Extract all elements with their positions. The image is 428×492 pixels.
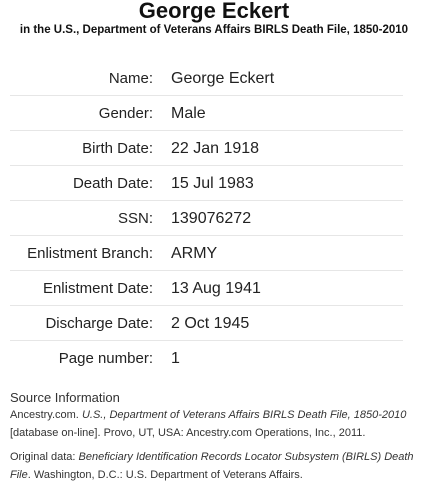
field-value: George Eckert — [171, 70, 275, 87]
field-label: Page number: — [58, 350, 153, 367]
original-title: Beneficiary Identification Records Locator Subsystem (BIRLS) Death File — [10, 451, 414, 481]
original-prefix: Original data: — [10, 451, 76, 463]
record-row-name — [10, 61, 403, 96]
record-table — [10, 61, 403, 376]
field-value: ARMY — [171, 245, 218, 262]
record-title: George Eckert — [138, 0, 290, 23]
source-information — [10, 390, 420, 484]
record-row-enlistment-date — [10, 271, 403, 306]
collection-subtitle[interactable]: in the U.S., Department of Veterans Affairs BIRLS Death File, 1850-2010 — [19, 24, 409, 36]
field-value: 1 — [171, 350, 180, 367]
source-heading: Source Information — [10, 390, 120, 405]
record-row-birth-date — [10, 131, 403, 166]
citation-title: U.S., Department of Veterans Affairs BIRLS Death File, 1850-2010 — [81, 409, 407, 421]
original-data — [10, 448, 420, 484]
source-citation — [10, 406, 420, 442]
field-label: Enlistment Branch: — [27, 245, 153, 262]
citation-suffix: [database on-line]. Provo, UT, USA: Ancestry.com Operations, Inc., 2011. — [10, 427, 366, 439]
field-value: Male — [171, 105, 206, 122]
field-label: Death Date: — [72, 175, 153, 192]
field-value: 13 Aug 1941 — [171, 280, 261, 297]
field-label: SSN: — [117, 210, 153, 227]
field-value: 139076272 — [171, 210, 252, 227]
field-label: Discharge Date: — [45, 315, 153, 332]
field-value: 15 Jul 1983 — [171, 175, 254, 192]
field-label: Name: — [108, 70, 153, 87]
record-row-ssn — [10, 201, 403, 236]
record-row-discharge-date — [10, 306, 403, 341]
original-suffix: . Washington, D.C.: U.S. Department of Veterans Affairs. — [27, 469, 303, 481]
citation-prefix: Ancestry.com. — [10, 409, 79, 421]
record-row-page-number — [10, 341, 403, 376]
field-label: Gender: — [98, 105, 153, 122]
record-row-enlistment-branch — [10, 236, 403, 271]
field-label: Birth Date: — [82, 140, 153, 157]
field-label: Enlistment Date: — [42, 280, 153, 297]
field-value: 2 Oct 1945 — [171, 315, 250, 332]
field-value: 22 Jan 1918 — [171, 140, 260, 157]
record-row-gender — [10, 96, 403, 131]
record-row-death-date — [10, 166, 403, 201]
